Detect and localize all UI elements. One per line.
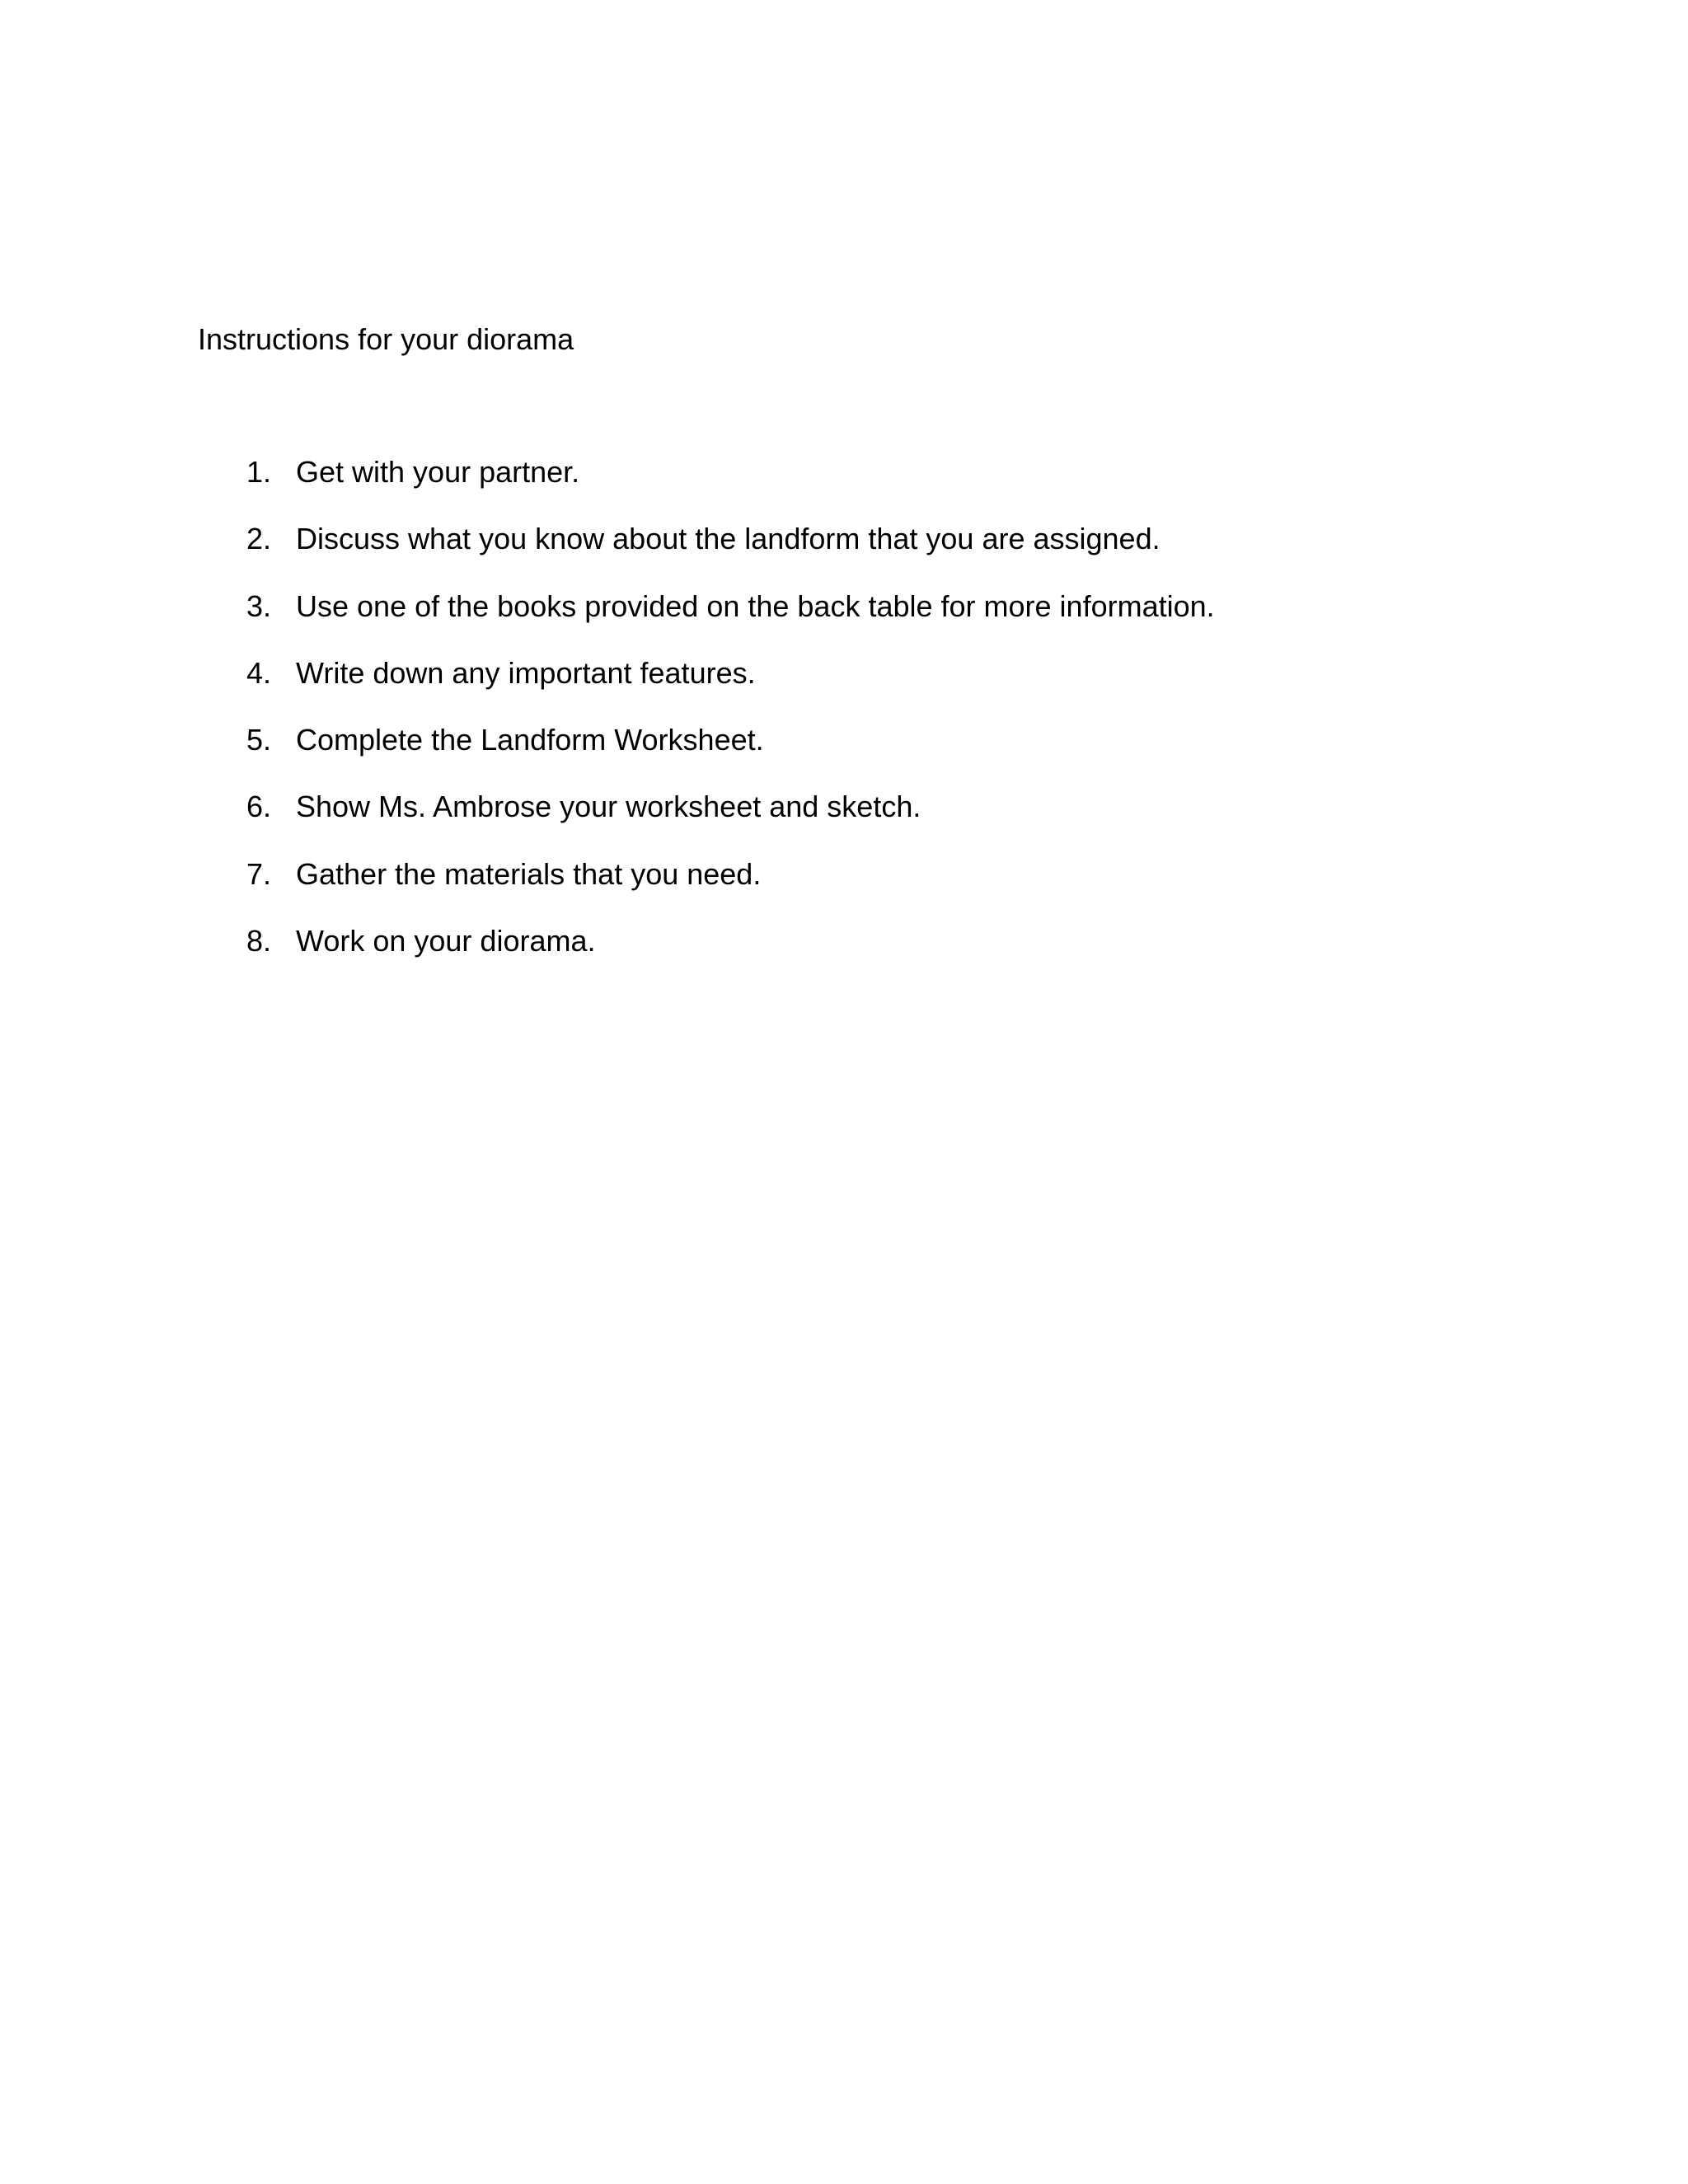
step-text: Get with your partner. — [296, 455, 580, 489]
step-number: 1. — [246, 455, 272, 489]
step-text: Show Ms. Ambrose your worksheet and sketch. — [296, 790, 921, 824]
step-number: 4. — [246, 655, 272, 690]
step-text: Gather the materials that you need. — [296, 856, 762, 891]
step-number: 8. — [246, 924, 272, 958]
step-number: 7. — [246, 856, 272, 891]
step-text: Complete the Landform Worksheet. — [296, 723, 764, 757]
step-number: 5. — [246, 723, 272, 757]
step-text: Use one of the books provided on the back table for more information. — [296, 588, 1215, 623]
step-text: Discuss what you know about the landform that you are assigned. — [296, 522, 1160, 556]
step-text: Work on your diorama. — [296, 924, 596, 958]
step-number: 2. — [246, 522, 272, 556]
step-text: Write down any important features. — [296, 655, 756, 690]
step-number: 3. — [246, 588, 272, 623]
document-title: Instructions for your diorama — [198, 322, 574, 356]
step-number: 6. — [246, 790, 272, 824]
